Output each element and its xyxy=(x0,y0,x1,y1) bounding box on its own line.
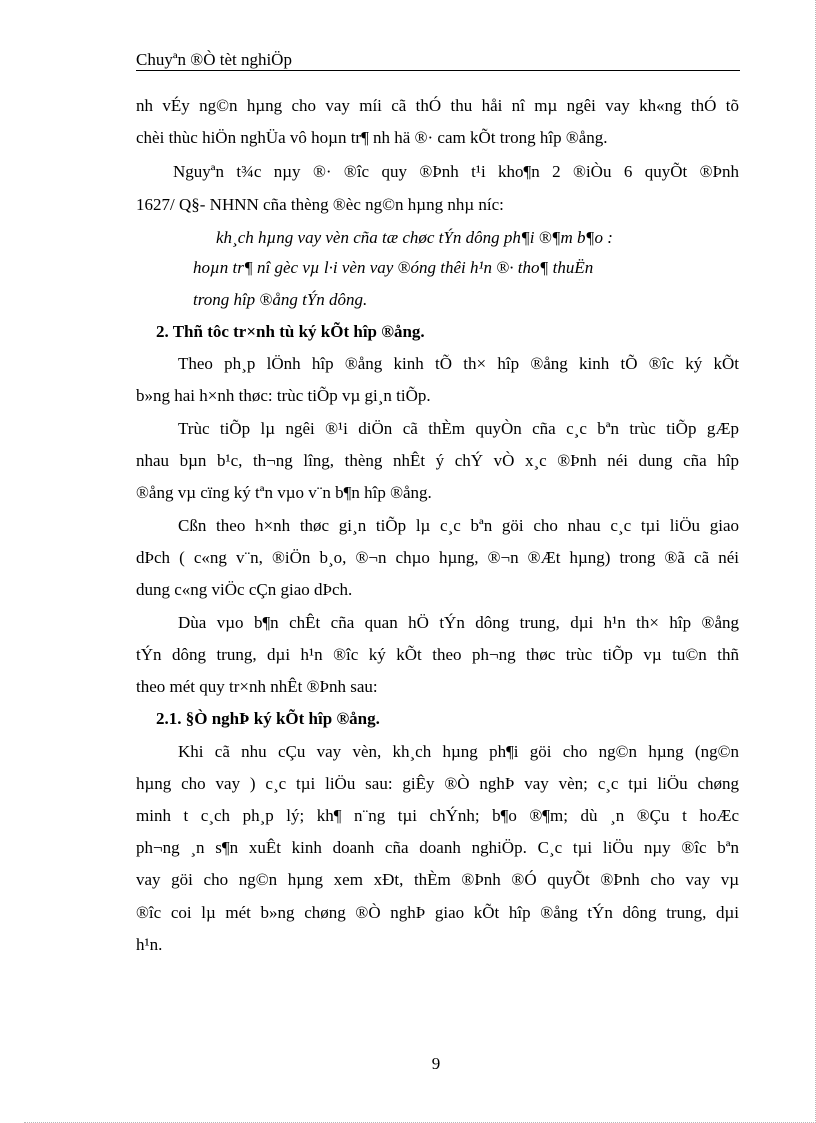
text-line: theo mét quy tr×nh nhÊt ®Þnh sau: xyxy=(136,677,378,696)
page-number: 9 xyxy=(431,1054,441,1073)
text-line: vay göi cho ng©n hµng xem xÐt, thÈm ®Þnh ®Ó quyÕt ®Þnh cho vay vµ xyxy=(136,870,739,889)
text-line: Nguyªn t¾c nµy ®· ®îc quy ®Þnh t¹i kho¶n 2 ®iÒu 6 quyÕt ®Þnh xyxy=(173,162,739,181)
running-header: Chuyªn ®Ò tèt nghiÖp xyxy=(136,50,292,69)
text-line: Theo ph¸p lÖnh hîp ®ång kinh tÕ th× hîp ®ång kinh tÕ ®îc ký kÕt xyxy=(178,354,739,373)
text-line: tÝn dông trung, dµi h¹n ®îc ký kÕt theo ph¬ng thøc trùc tiÕp vµ tu©n thñ xyxy=(136,645,739,664)
text-line: h¹n. xyxy=(136,935,163,954)
text-line: ph¬ng ¸n s¶n xuÊt kinh doanh cña doanh nghiÖp. C¸c tµi liÖu nµy ®îc bªn xyxy=(136,838,739,857)
quote-line: kh¸ch hµng vay vèn cña tæ chøc tÝn dông ph¶i ®¶m b¶o : xyxy=(216,228,613,247)
text-line: nhau bµn b¹c, th¬ng lîng, thèng nhÊt ý chÝ vÒ x¸c ®Þnh néi dung cña hîp xyxy=(136,451,739,470)
text-line: ®ång vµ cïng ký tªn vµo v¨n b¶n hîp ®ång. xyxy=(136,483,432,502)
quote-line: hoµn tr¶ nî gèc vµ l·i vèn vay ®óng thêi h¹n ®· tho¶ thuËn xyxy=(193,258,594,277)
text-line: Khi cã nhu cÇu vay vèn, kh¸ch hµng ph¶i göi cho ng©n hµng (ng©n xyxy=(178,742,739,761)
text-line: Trùc tiÕp lµ ngêi ®¹i diÖn cã thÈm quyÒn cña c¸c bªn trùc tiÕp gÆp xyxy=(178,419,739,438)
text-line: minh t c¸ch ph¸p lý; kh¶ n¨ng tµi chÝnh; b¶o ®¶m; dù ¸n ®Çu t hoÆc xyxy=(136,806,739,825)
text-line: nh vÉy ng©n hµng cho vay míi cã thÓ thu håi nî mµ ngêi vay kh«ng thÓ tõ xyxy=(136,96,739,115)
text-line: chèi thùc hiÖn nghÜa vô hoµn tr¶ nh hä ®· cam kÕt trong hîp ®ång. xyxy=(136,128,608,147)
text-line: Dùa vµo b¶n chÊt cña quan hÖ tÝn dông trung, dµi h¹n th× hîp ®ång xyxy=(178,613,739,632)
text-line: ®îc coi lµ mét b»ng chøng ®Ò nghÞ giao kÕt hîp ®ång tÝn dông trung, dµi xyxy=(136,903,739,922)
text-line: 1627/ Q§- NHNN cña thèng ®èc ng©n hµng nhµ níc: xyxy=(136,195,504,214)
section-heading: 2. Thñ tôc tr×nh tù ký kÕt hîp ®ång. xyxy=(156,322,425,341)
text-line: hµng cho vay ) c¸c tµi liÖu sau: giÊy ®Ò nghÞ vay vèn; c¸c tµi liÖu chøng xyxy=(136,774,739,793)
text-line: dung c«ng viÖc cÇn giao dÞch. xyxy=(136,580,353,599)
text-line: b»ng hai h×nh thøc: trùc tiÕp vµ gi¸n tiÕp. xyxy=(136,386,431,405)
subsection-heading: 2.1. §Ò nghÞ ký kÕt hîp ®ång. xyxy=(156,709,380,728)
text-line: Cßn theo h×nh thøc gi¸n tiÕp lµ c¸c bªn göi cho nhau c¸c tµi liÖu giao xyxy=(178,516,739,535)
header-rule xyxy=(136,70,740,71)
quote-line: trong hîp ®ång tÝn dông. xyxy=(193,290,368,309)
text-line: dÞch ( c«ng v¨n, ®iÖn b¸o, ®¬n chµo hµng, ®¬n ®Æt hµng) trong ®ã cã néi xyxy=(136,548,739,567)
